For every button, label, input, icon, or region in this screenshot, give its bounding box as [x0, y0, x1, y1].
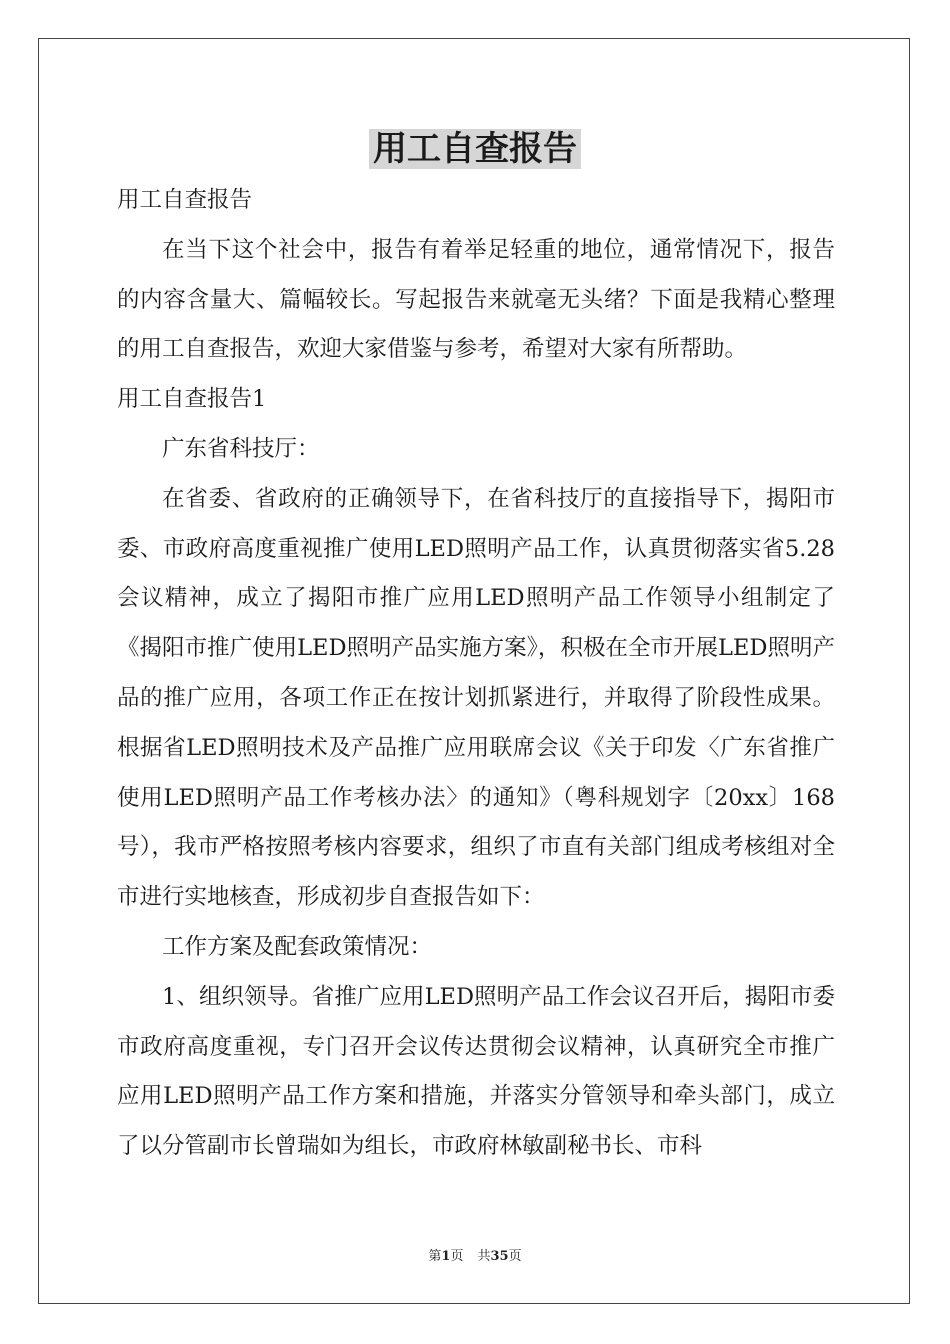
- footer-page-prefix: 第: [428, 1249, 442, 1264]
- page-footer: [0, 1248, 950, 1266]
- body-paragraph: 广东省科技厅：: [162, 435, 320, 462]
- body-paragraph: 用工自查报告1: [117, 386, 267, 413]
- document-title: [0, 124, 950, 174]
- document-title-text: 用工自查报告: [369, 129, 581, 169]
- footer-total-prefix: 共: [477, 1249, 491, 1264]
- footer-page-number: 1: [441, 1249, 451, 1264]
- footer-total-suffix: 页: [508, 1249, 522, 1264]
- body-paragraph: 用工自查报告: [117, 187, 253, 213]
- document-body: [117, 176, 835, 1172]
- body-paragraph: 1、组织领导。省推广应用LED照明产品工作会议召开后，揭阳市委市政府高度重视，专门召开会议传达贯彻会议精神，认真研究全市推广应用LED照明产品工作方案和措施，并落实分管领导和牵头部门，成立了以分管副市长曾瑞如为组长，市政府林敏副秘书长、市科: [117, 983, 835, 1160]
- body-paragraph: 在当下这个社会中，报告有着举足轻重的地位，通常情况下，报告的内容含量大、篇幅较长。写起报告来就毫无头绪？下面是我精心整理的用工自查报告，欢迎大家借鉴与参考，希望对大家有所帮助。: [117, 236, 835, 363]
- footer-page-suffix: 页: [450, 1249, 464, 1264]
- footer-total-pages: 35: [490, 1249, 509, 1264]
- body-paragraph: 在省委、省政府的正确领导下，在省科技厅的直接指导下，揭阳市委、市政府高度重视推广使用LED照明产品工作，认真贯彻落实省5.28会议精神，成立了揭阳市推广应用LED照明产品工作领导小组制定了《揭阳市推广使用LED照明产品实施方案》，积极在全市开展LED照明产品的推广应用，各项工作正在按计划抓紧进行，并取得了阶段性成果。根据省LED照明技术及产品推广应用联席会议《关于印发〈广东省推广使用LED照明产品工作考核办法〉的通知》（粤科规划字〔20xx〕168号），我市严格按照考核内容要求，组织了市直有关部门组成考核组对全市进行实地核查，形成初步自查报告如下：: [117, 485, 835, 911]
- body-paragraph: 工作方案及配套政策情况：: [162, 933, 433, 960]
